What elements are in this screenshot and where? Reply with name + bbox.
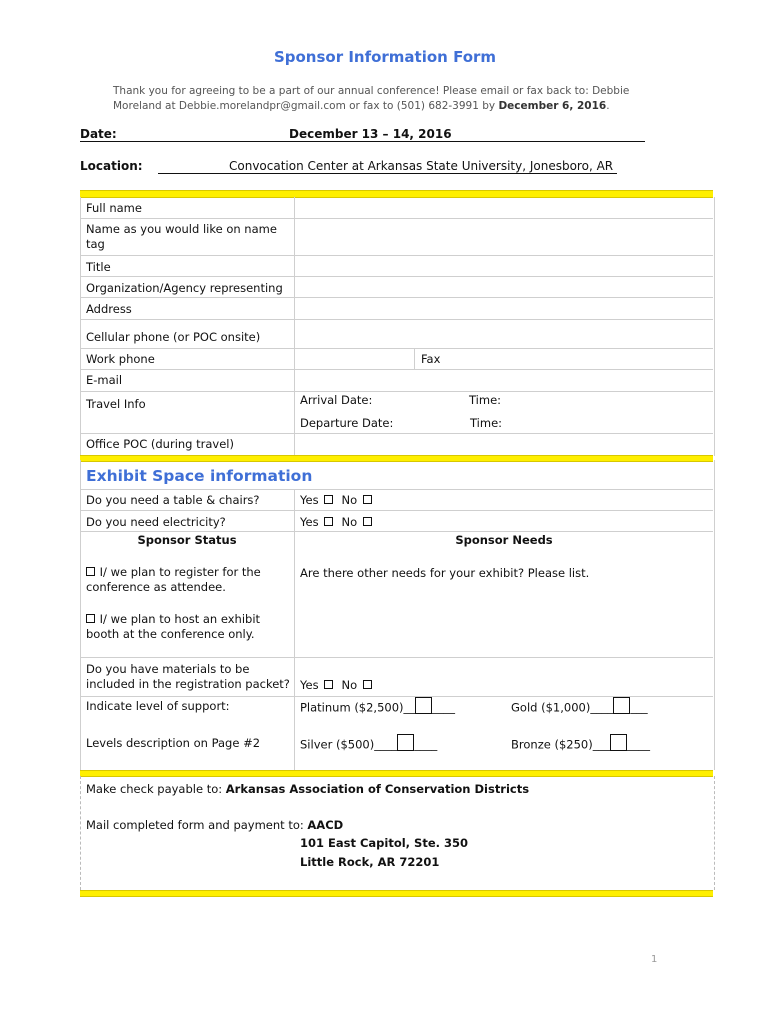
booth-option: I/ we plan to host an exhibit booth at the conference only. (86, 612, 261, 641)
electricity-yes-checkbox[interactable] (324, 517, 333, 526)
platinum-checkbox[interactable] (415, 697, 432, 714)
fax-field[interactable] (446, 350, 711, 368)
location-label: Location: (80, 159, 143, 173)
email-label: E-mail (86, 373, 123, 387)
office-poc-field[interactable] (296, 435, 711, 454)
silver-checkbox[interactable] (397, 734, 414, 751)
office-poc-label: Office POC (during travel) (86, 437, 234, 451)
materials-options: Yes No (300, 678, 373, 693)
cell-phone-field[interactable] (296, 321, 711, 347)
organization-label: Organization/Agency representing (86, 281, 283, 295)
cell-phone-label: Cellular phone (or POC onsite) (86, 330, 261, 344)
yellow-divider-bottom (80, 890, 713, 897)
travel-info-label: Travel Info (86, 397, 146, 411)
materials-question: Do you have materials to be included in the registration packet? (86, 662, 290, 691)
materials-yes-checkbox[interactable] (324, 680, 333, 689)
mail-address-line-3: Little Rock, AR 72201 (300, 855, 440, 869)
table-chairs-question: Do you need a table & chairs? (86, 493, 260, 507)
attendee-option: I/ we plan to register for the conference as attendee. (86, 565, 261, 594)
check-payable: Make check payable to: Arkansas Association of Conservation Districts (86, 782, 530, 796)
gold-option: Gold ($1,000)____ ___ (511, 697, 648, 719)
silver-option: Silver ($500)____ ____ (300, 734, 437, 756)
address-label: Address (86, 302, 132, 316)
col-divider (294, 197, 295, 456)
mail-address-line-1: AACD (307, 818, 344, 832)
full-name-field[interactable] (296, 199, 711, 217)
departure-time-label: Time: (470, 416, 503, 430)
table-no-checkbox[interactable] (363, 495, 372, 504)
mail-address-line-2: 101 East Capitol, Ste. 350 (300, 836, 469, 850)
platinum-option: Platinum ($2,500)__ ____ (300, 697, 455, 719)
bronze-option: Bronze ($250)___ ____ (511, 734, 650, 756)
booth-checkbox[interactable] (86, 614, 95, 623)
date-label: Date: (80, 127, 117, 141)
electricity-question: Do you need electricity? (86, 515, 226, 529)
attendee-checkbox[interactable] (86, 567, 95, 576)
page-number: 1 (651, 954, 658, 965)
electricity-options: Yes No (300, 515, 373, 530)
date-value: December 13 – 14, 2016 (289, 127, 452, 141)
arrival-time-label: Time: (469, 393, 502, 407)
table-chairs-options: Yes No (300, 493, 373, 508)
departure-date-label: Departure Date: (300, 416, 394, 430)
sponsor-needs-header: Sponsor Needs (455, 533, 553, 547)
intro-text (113, 84, 643, 114)
name-tag-label: Name as you would like on name tag (86, 222, 277, 251)
support-level-label: Indicate level of support: (86, 699, 230, 713)
page-title: Sponsor Information Form (273, 48, 497, 66)
title-label: Title (86, 260, 111, 274)
date-underline (80, 141, 645, 142)
work-phone-field[interactable] (296, 350, 413, 368)
arrival-date-label: Arrival Date: (300, 393, 373, 407)
fax-label: Fax (421, 352, 441, 366)
mail-to: Mail completed form and payment to: AACD (86, 818, 344, 832)
address-field[interactable] (296, 299, 711, 318)
sponsor-status-header: Sponsor Status (137, 533, 237, 547)
work-phone-label: Work phone (86, 352, 155, 366)
intro-line-2: Moreland at Debbie.morelandpr@gmail.com or fax to (501) 682-3991 by December 6, 2016. (113, 100, 610, 112)
full-name-label: Full name (86, 201, 142, 215)
location-value: Convocation Center at Arkansas State University, Jonesboro, AR (229, 159, 614, 173)
bronze-checkbox[interactable] (610, 734, 627, 751)
payee-name: Arkansas Association of Conservation Districts (225, 782, 530, 796)
intro-line-1: Thank you for agreeing to be a part of our annual conference! Please email or fax back to: Debbie (113, 85, 630, 97)
title-field[interactable] (296, 257, 711, 275)
name-tag-field[interactable] (296, 220, 711, 254)
deadline: December 6, 2016 (498, 100, 607, 112)
organization-field[interactable] (296, 278, 711, 296)
needs-field[interactable] (296, 585, 711, 655)
gold-checkbox[interactable] (613, 697, 630, 714)
needs-question: Are there other needs for your exhibit? Please list. (300, 566, 590, 580)
electricity-no-checkbox[interactable] (363, 517, 372, 526)
materials-no-checkbox[interactable] (363, 680, 372, 689)
levels-description: Levels description on Page #2 (86, 736, 261, 750)
exhibit-heading: Exhibit Space information (86, 467, 313, 485)
table-yes-checkbox[interactable] (324, 495, 333, 504)
email-field[interactable] (296, 371, 711, 390)
